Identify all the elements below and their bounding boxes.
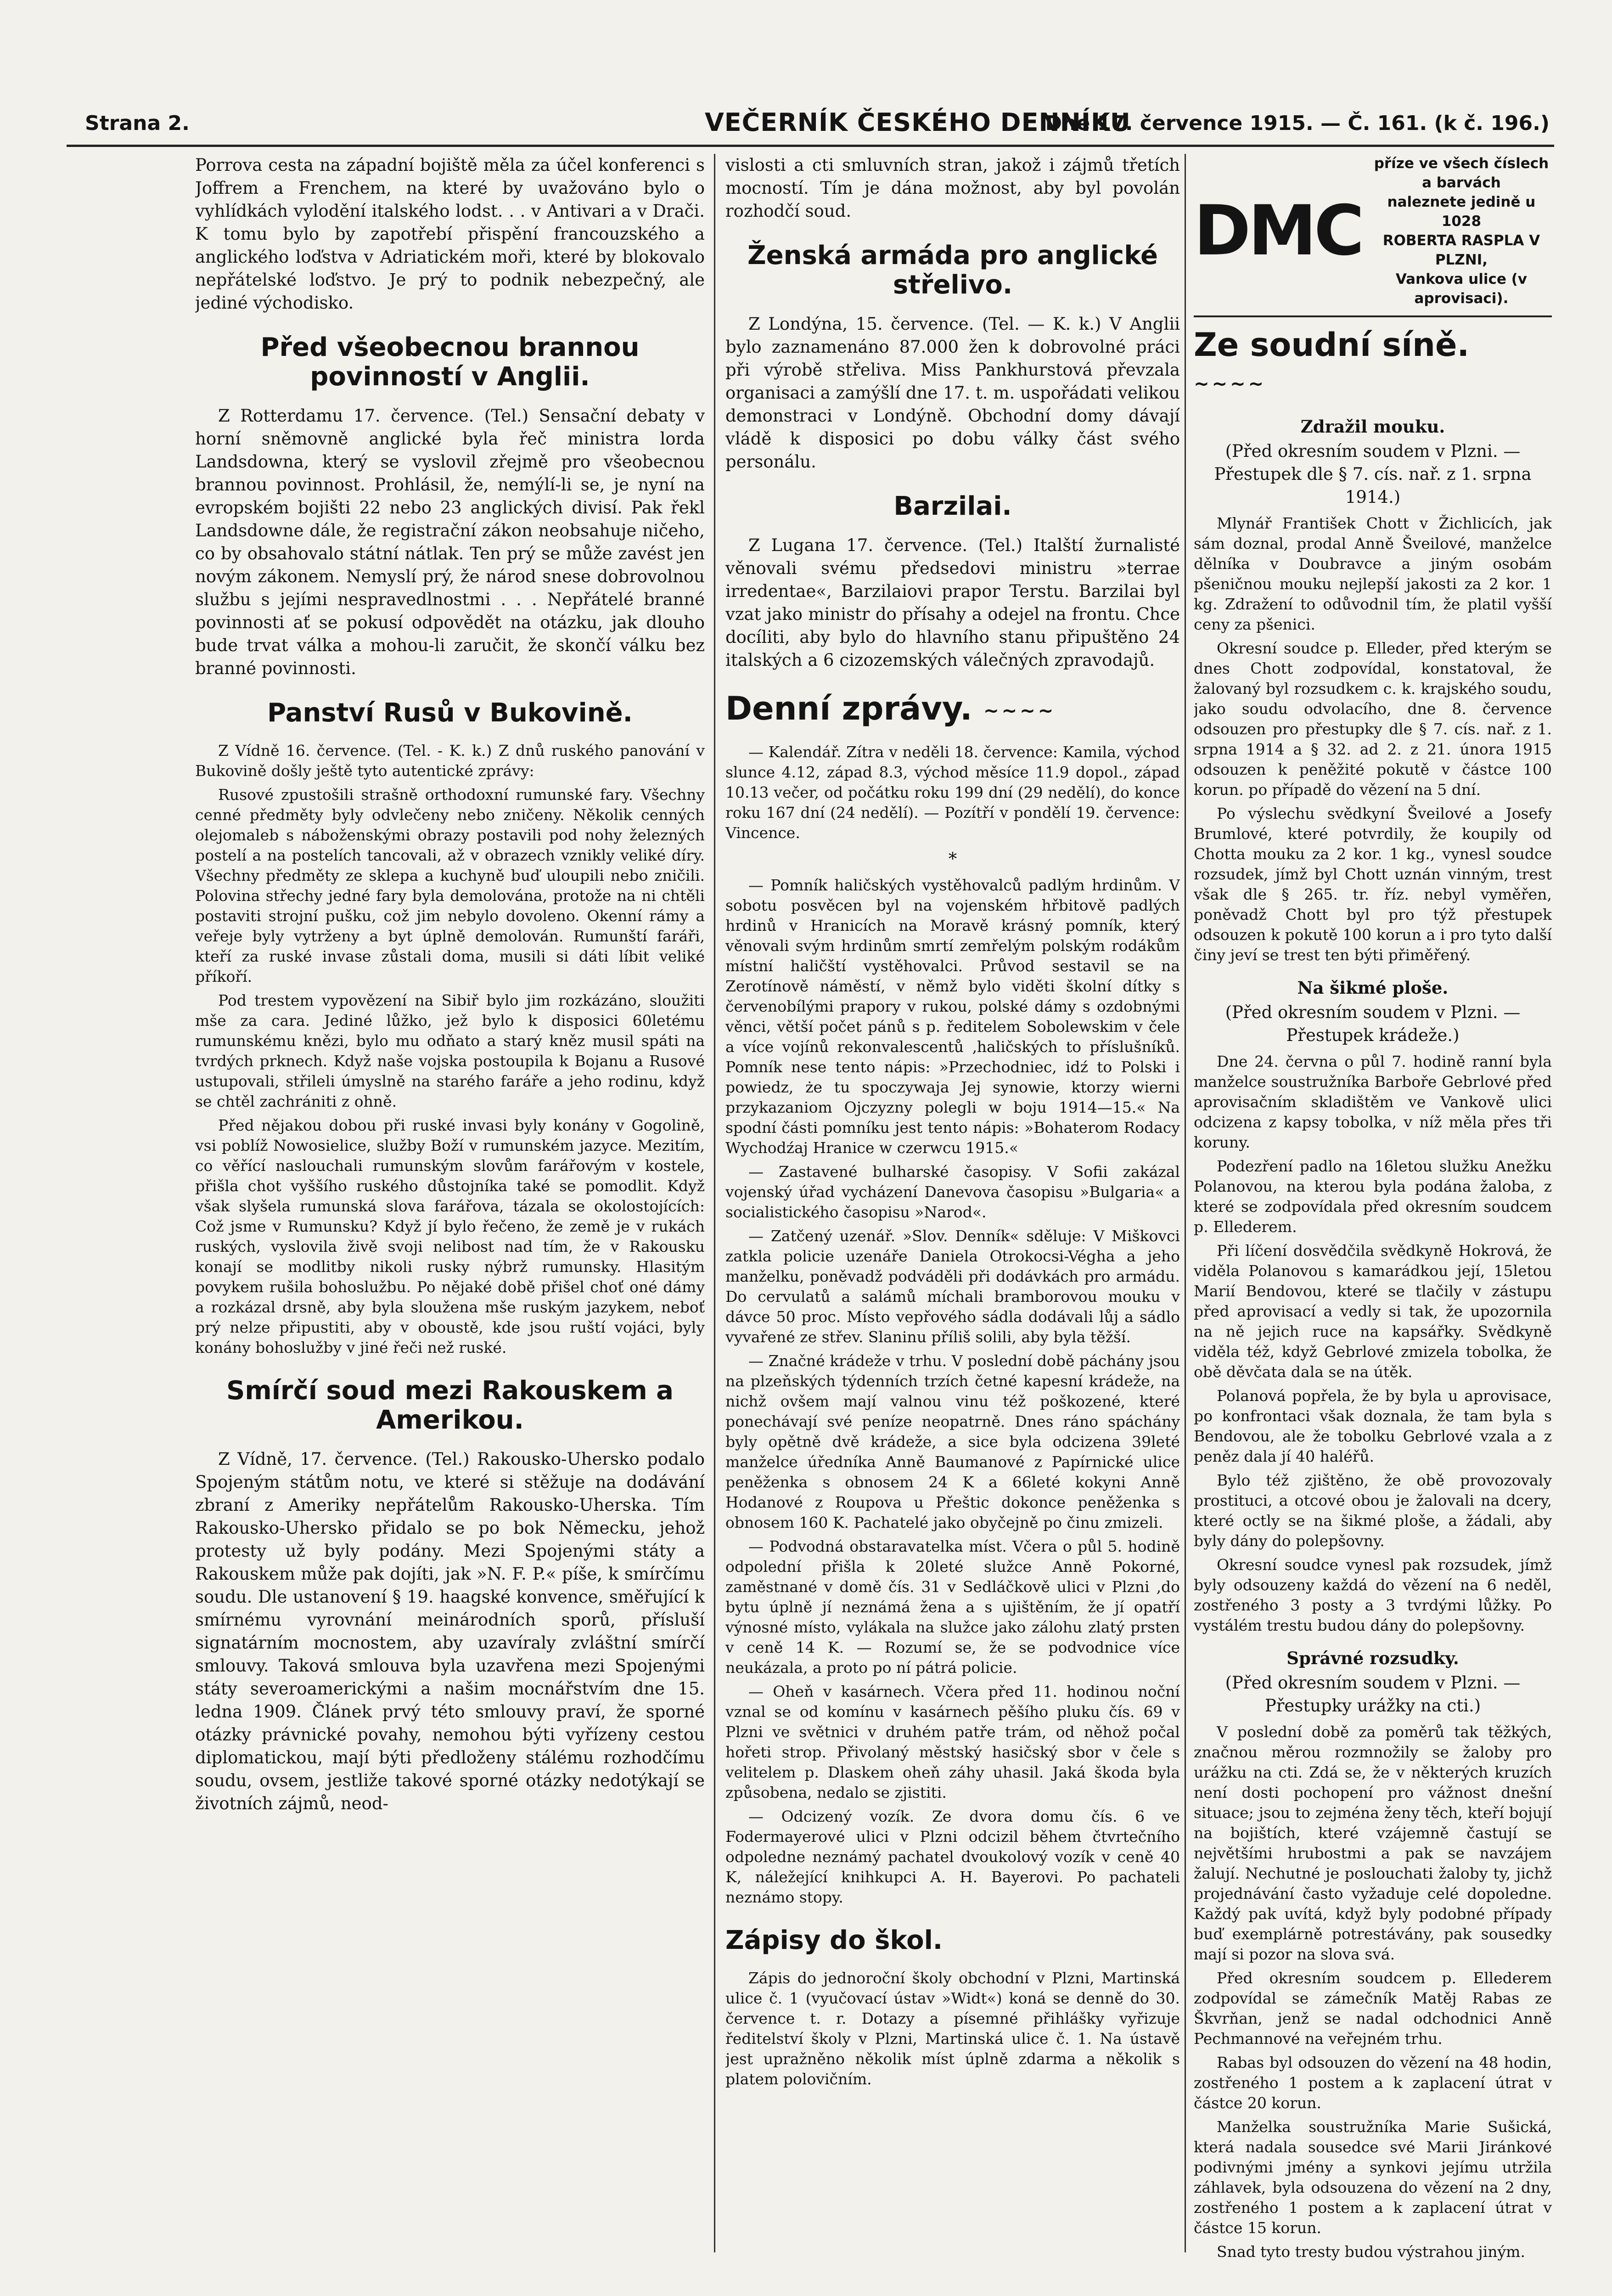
news-item-uzenar: — Zatčený uzenář. »Slov. Denník« sděluje: V Miškovci zatkla policie uzenáře Daniela Otrokocsi-Végha a jeho manželku, poněvadž podváděli při dodávkách pro armádu. Do cervulatů a salámů míchali bramborovou mouku v dávce 50 proc. Místo vepřového sádla dodávali lůj a sádlo vyvařené ze střev. Slaninu příliš solili, aby byla těžší. xyxy=(725,1227,1180,1346)
article-paragraph: Z Vídně, 17. července. (Tel.) Rakousko-Uhersko podalo Spojeným státům notu, ve které si stěžuje na dodávání zbraní z Ameriky nepřátelům Rakousko-Uherska. Tím Rakousko-Uhersko přidalo se po bok Německu, jehož protesty už byly podány. Mezi Spojenými státy a Rakouskem může pak dojíti, jak »N. F. P.« píše, k smírčímu soudu. Dle ustanovení § 19. haagské konvence, směřující k smírnému vyrovnání meinárodních sporů, přísluší signatárním mocnostem, aby uzavíraly zvláštní smírčí smlouvy. Taková smlouva byla uzavřena mezi Spojenými státy severoamerickými a našim mocnářstvím dne 15. ledna 1909. Článek prvý této smlouvy praví, že sporné otázky právnické povahy, nemohou býti vyřízeny cestou diplomatickou, mají býti předloženy stálému rozhodčímu soudu, ovsem, jestliže takové sporné otázky nedotýkají se životních zájmů, neod- xyxy=(195,1449,705,1813)
ad-line-text: naleznete jedině u xyxy=(1387,194,1536,210)
court-note: (Před okresním soudem v Plzni. — Přestupek krádeže.) xyxy=(1225,1002,1521,1045)
section-title: Denní zprávy. xyxy=(725,690,972,727)
column-1 xyxy=(195,154,705,2262)
page-header xyxy=(67,103,1554,147)
article-paragraph: Z Rotterdamu 17. července. (Tel.) Sensační debaty v horní sněmovně anglické byla řeč ministra lorda Landsdowna, který se vyslovil zřejmě pro všeobecnou brannou povinnost. Prohlásil, že, nemýlí-li se, je nyní na evropském bojišti 22 nebo 23 anglických divisí. Pak řekl Landsdowne dále, že registrační zákon neobsahuje ničeho, co by obsahovalo státní nátlak. Ten prý se může zavést jen novým zákonem. Nemyslí prý, že národ snese dobrovolnou službu s jejími nespravedlnostmi . . . Nepřátelé branné povinnosti ať se pokusí odpovědět na otázku, jak dlouho bude trvat válka a mohou-li zaručit, že skončí válku bez branné povinnosti. xyxy=(195,406,705,678)
column-2 xyxy=(725,154,1180,2262)
ad-line: příze ve všech číslech a barvách xyxy=(1374,155,1549,191)
dmc-ad-text xyxy=(1371,154,1552,308)
case-paragraph: Při líčení dosvědčila svědkyně Hokrová, že viděla Polanovou s kamarádkou její, 15letou Marií Bendovou, které se tlačily v zástupu před aprovisací a vedly si tak, že upozornila na ně jejich ruce na kapsářky. Svědkyně viděla též, když Gebrlové zmizela tobolka, že obě děvčata dala se na útěk. xyxy=(1194,1241,1552,1381)
news-item-zapis: Zápis do jednoroční školy obchodní v Plzni, Martinská ulice č. 1 (vyučovací ústav »Widt«) koná se denně do 30. července t. r. Dotazy a písemné přihlášky vyřizuje ředitelství školy v Plzni, Martinská ulice č. 1. Na ústavě jest upražněno několik míst úplně zdarma a několik s platem polovičním. xyxy=(725,1969,1180,2088)
news-item-casopisy: — Zastavené bulharské časopisy. V Sofii zakázal vojenský úřad vycházení Danevova časopisu »Bulgaria« a socialistického časopisu »Narod«. xyxy=(725,1162,1180,1221)
case-heading: Zdražil mouku. xyxy=(1300,416,1445,437)
case-paragraph: Dne 24. června o půl 7. hodině ranní byla manželce soustružníka Barboře Gebrlové před aprovisačním skladištěm ve Vankově ulici odcizena z kapsy tobolka, v níž měla přes tři koruny. xyxy=(1194,1052,1552,1151)
news-item-podvodna: — Podvodná obstaravatelka míst. Včera o půl 5. hodině odpolední přišla k 20leté služce Anně Pokorné, zaměstnané v domě čís. 31 v Sedláčkově ulici v Plzni ‚do bytu úplně jí neznámá žena a s ujištěním, že jí opatří výnosné místo, vylákala na služce jako zálohu zlatý prsten v ceně 14 K. — Rozumí se, že se podvodnice více neukázala, a proto po ní pátrá policie. xyxy=(725,1537,1180,1677)
article-heading-zenska-armada: Ženská armáda pro anglické střelivo. xyxy=(747,241,1158,300)
case-paragraph: Okresní soudce vynesl pak rozsudek, jímž byly odsouzeny každá do vězení na 6 neděl, zostřeného 3 posty a 3 tvrdými lůžky. Po vystálém trestu budou dány do polepšovny. xyxy=(1194,1555,1552,1634)
continued-paragraph: vislosti a cti smluvních stran, jakož i zájmů třetích mocností. Tím je dána možnost, aby byl povolán rozhodčí soud. xyxy=(725,155,1180,221)
case-paragraph: Manželka soustružníka Marie Sušická, která nadala sousedce své Marii Jiránkové podivnými jmény a synkovi jejímu utržila záhlavek, byla odsouzena do vězení na 2 dny, zostřeného 1 postem a k zaplacení útrat v částce 15 korun. xyxy=(1194,2117,1552,2237)
article-heading-smirci-soud: Smírčí soud mezi Rakouskem a Amerikou. xyxy=(226,1376,674,1435)
case-paragraph: Bylo též zjištěno, že obě provozovaly prostituci, a otcové obou je žalovali na dcery, které octly se na šikmé ploše, a žádali, aby byly dány do polepšovny. xyxy=(1194,1471,1552,1550)
page-number: Strana 2. xyxy=(85,112,190,135)
intro-paragraph: Porrova cesta na západní bojiště měla za účel konferenci s Joffrem a Frenchem, na které by uvažováno bylo o vyhlídkách vylodění italského lodst. . . v Antivari a v Drači. K tomu bylo by zapotřebí přispění francouzského a anglického loďstva v Adriatickém moři, které by blokovalo nepřátelské loďstvo. Je prý to podnik nebezpečný, ale jediné východisko. xyxy=(195,155,705,313)
article-heading-brannou-povinnost: Před všeobecnou brannou povinností v Anglii. xyxy=(260,332,640,392)
column-3 xyxy=(1194,154,1552,2262)
case-paragraph: Podezření padlo na 16letou služku Anežku Polanovou, na kterou byla podána žaloba, z které se zodpovídala před okresním soudcem p. Ellederem. xyxy=(1194,1157,1552,1236)
case-paragraph: Okresní soudce p. Elleder, před kterým se dnes Chott zodpovídal, konstatoval, že žalovaný byl rozsudkem c. k. krajského soudu, jako soudu odvolacího, dne 8. července odsouzen pro přestupky dle § 7. cís. nař. z 1. srpna 1914 a § 32. ad 2. z 21. února 1915 odsouzen k peněžité pokutě v částce 100 korun. po případě do vězení na 5 dní. xyxy=(1194,639,1552,799)
section-heading-soudni-sin xyxy=(1194,326,1552,402)
case-heading: Na šikmé ploše. xyxy=(1297,977,1449,998)
wave-ornament-icon: ∼∼∼∼ xyxy=(983,700,1056,721)
wave-ornament-icon: ∼∼∼∼ xyxy=(1194,373,1267,394)
section-heading-denni-zpravy xyxy=(725,690,1180,729)
article-paragraph: Z Vídně 16. července. (Tel. - K. k.) Z dnů ruského panování v Bukovině došly ještě tyto autentické zprávy: xyxy=(195,742,705,780)
case-paragraph: Polanová popřela, že by byla u aprovisace, po konfrontaci však doznala, že tam byla s Bendovou, ale že tobolku Gebrlové vzala a z peněz dala jí 40 haléřů. xyxy=(1194,1386,1552,1465)
court-note: (Před okresním soudem v Plzni. — Přestupek dle § 7. cís. nař. z 1. srpna 1914.) xyxy=(1214,441,1532,507)
case-paragraph: Snad tyto tresty budou výstrahou jiným. xyxy=(1217,2242,1525,2261)
dmc-advertisement xyxy=(1194,154,1552,317)
news-item-kradeze: — Značné krádeže v trhu. V poslední době páchány jsou na plzeňských týdenních trzích četné kapesní krádeže, na nichž ovšem mají valnou vinu též poškozené, které ponechávají své peníze neopatrně. Dnes ráno spáchány byly opětně dvě krádeže, a sice byla odcizena 39leté manželce úředníka Anně Baumanové z Papírnické ulice peněženka s obnosem 24 K a 66leté kokyni Anně Hodanové z Roupova u Přeštic dokonce peněženka s obnosem 160 K. Pachatelé jako obyčejně po činu zmizeli. xyxy=(725,1351,1180,1531)
news-item-kalendar: — Kalendář. Zítra v neděli 18. července: Kamila, východ slunce 4.12, západ 8.3, východ měsíce 11.9 dopol., západ 10.13 večer, od počátku roku 199 dní (29 nedělí), do konce roku 167 dní (24 nedělí). — Pozítří v pondělí 19. července: Vincence. xyxy=(725,743,1180,842)
case-paragraph: Po výslechu svědkyní Šveilové a Josefy Brumlové, které potvrdily, že koupily od Chotta mouku za 2 kor. 1 kg., vynesl soudce rozsudek, jímž byl Chott uznán vinným, trest však dle § 265. tr. říz. nebyl vyměřen, poněvadž Chott byl pro týž přestupek odsouzen k pokutě 100 korun a i pro tyto další činy jeví se trest ten býti přiměřený. xyxy=(1194,804,1552,964)
article-heading-barzilai: Barzilai. xyxy=(893,491,1012,521)
case-paragraph: V poslední době za poměrů tak těžkých, značnou měrou rozmnožily se žaloby pro urážku na cti. Zdá se, že v některých kruzích není dosti pochopení pro vážnost dnešní situace; jsou to zejména ženy těch, kteří bojují na bojištích, které vzájemně častují se největšími hrubostmi a pak se navzájem žalují. Nechutné je poslouchati žaloby ty, jichž projednávání často vyžaduje celé dopoledne. Každý pak uvítá, když byly podobné případy buď exemplárně potrestávány, pak sousedky mají si pozor na slova svá. xyxy=(1194,1722,1552,1963)
ad-line: ROBERTA RASPLA V PLZNI, xyxy=(1382,232,1540,268)
news-item-pomnik: — Pomník haličských vystěhovalců padlým hrdinům. V sobotu posvěcen byl na vojenském hřbitově padlých hrdinů v Hranicích na Moravě krásný pomník, který věnovali svým hrdinům smrtí zemřelým polským rodákům místní haličští vystěhovalci. Průvod sestavil se na Zerotínově náměstí, v němž bylo viděti školní dítky s červenobílými prapory v rukou, polské dámy s ozdobnými věnci, větší počet pánů s p. ředitelem Sobolewskim v čele a více vojínů rekonvalescentů ‚haličských to příslušníků. Pomník nese tento nápis: »Przechodniec, idź to Polski i powiedz, że tu spoczywaja Jej synowie, ktorzy wierni przykazaniom Ojczyzny polegli w boju 1914—15.« Na spodní části pomníku jest tento nápis: »Bohaterom Rodacy Wychodźaj Hranice w czerwcu 1915.« xyxy=(725,876,1180,1157)
case-heading: Správné rozsudky. xyxy=(1286,1648,1459,1668)
article-paragraph: Před nějakou dobou při ruské invasi byly konány v Gogolině, vsi poblíž Nowosielice, služby Boží v rumunském jazyce. Mezitím, co věřící naslouchali rumunským slovům farářovým v kostele, přišla chot vyššího ruského důstojníka také se pomodlit. Když však slyšela rumunská slova farářova, tázala se okolostojících: Což jsme v Rumunsku? Když jí bylo řečeno, že země je v rukách ruských, vyslovila živě svoji nelibost nad tím, že v Rakousku konají se modlitby nikoli rusky nýbrž rumunsky. Hlasitým povykem rušila bohoslužbu. Po nějaké době přišel choť oné dámy a rozkázal drsně, aby byla sloužena mše ruským jazykem, neboť prý nelze připustiti, aby v oboustě, kde jsou ruští vojáci, byly konány bohoslužby v jiné řeči než ruské. xyxy=(195,1116,705,1356)
issue-date: Dne 17. července 1915. — Č. 161. (k č. 196.) xyxy=(1045,112,1550,135)
article-heading-bukovina: Panství Rusů v Bukovině. xyxy=(267,698,633,728)
article-paragraph: Z Londýna, 15. července. (Tel. — K. k.) V Anglii bylo zaznamenáno 87.000 žen k dobrovolné práci při výrobě střeliva. Miss Pankhurstová převzala organisaci a zamýšlí dne 17. t. m. uspořádati velikou demonstraci v Londýně. Obchodní domy dávají vládě k disposici po dobu války část svého personálu. xyxy=(725,314,1180,472)
court-note: (Před okresním soudem v Plzni. — Přestupky urážky na cti.) xyxy=(1225,1672,1521,1716)
article-paragraph: Rusové zpustošili strašně orthodoxní rumunské fary. Všechny cenné předměty byly odvlečeny nebo zničeny. Několik cenných olejomaleb s náboženskými obrazy postavili pod nohy železných postelí a na postelích tancovali, až v obrazech vznikly veliké díry. Všechny předměty ze sklepa a kuchyně buď uloupili nebo zničili. Polovina střechy jedné fary byla demolována, protože na ni chtěli postaviti strojní pušku, což jim nebylo dovoleno. Okenní rámy a veřeje byly vytrženy a byt úplně demolován. Rumunští faráři, kteří za ruské invase zůstali doma, musili si dáti líbit veliké příkoří. xyxy=(195,786,705,985)
newspaper-page xyxy=(67,103,1554,2262)
ad-line: Vankova ulice (v aprovisaci). xyxy=(1395,271,1528,307)
newspaper-title: VEČERNÍK ČESKÉHO DENNÍKU xyxy=(705,108,1131,137)
news-item-vozik: — Odcizený vozík. Ze dvora domu čís. 6 ve Fodermayerové ulici v Plzni odcizil během čtvrtečního odpoledne neznámý pachatel dvoukolový vozík v ceně 40 K, náležející knihkupci A. H. Bayerovi. Po pachateli neznámo stopy. xyxy=(725,1807,1180,1906)
case-paragraph: Mlynář František Chott v Žichlicích, jak sám doznal, prodal Anně Šveilové, manželce dělníka v Doubravce a jiným osobám pšeničnou mouku nejlepší jakosti za 2 kor. 1 kg. Zdražení to odůvodnil tím, že platil vyšší ceny za pšenici. xyxy=(1194,514,1552,633)
section-title: Ze soudní síně. xyxy=(1194,326,1470,364)
ad-line xyxy=(1371,192,1552,231)
column-divider-1 xyxy=(714,154,715,2252)
dmc-logo: DMC xyxy=(1194,191,1362,271)
case-paragraph: Před okresním soudcem p. Ellederem zodpovídal se zámečník Matěj Rabas ze Škvrňan, jenž se nadal odchodnici Anně Pechmannové na veřejném trhu. xyxy=(1194,1969,1552,2048)
case-paragraph: Rabas byl odsouzen do vězení na 48 hodin, zostřeného 1 postem a k zaplacení útrat v částce 20 korun. xyxy=(1194,2053,1552,2112)
section-heading-zapisy: Zápisy do škol. xyxy=(725,1925,943,1955)
article-paragraph: Z Lugana 17. července. (Tel.) Italští žurnalisté věnovali svému předsedovi ministru »terrae irredentae«, Barzilaiovi prapor Terstu. Barzilai byl vzat jako ministr do přísahy a odejel na frontu. Chce docíliti, aby bylo do hlavního stanu připuštěno 24 italských a 6 cizozemských válečných zpravodajů. xyxy=(725,535,1180,670)
star-separator: * xyxy=(948,849,957,869)
column-divider-2 xyxy=(1185,154,1186,2252)
ad-phone: 1028 xyxy=(1441,213,1482,230)
article-paragraph: Pod trestem vypovězení na Sibiř bylo jim rozkázáno, sloužiti mše za cara. Jediné lůžko, jež bylo k disposici 60letému rumunskému knězi, bylo mu odňato a starý kněz musil spáti na tvrdých prknech. Když naše vojska postoupila k Bojanu a Rusové ustupovali, střileli úmyslně na starého faráře a jeho rodinu, když se chtěl zachrániti z ohně. xyxy=(195,991,705,1110)
news-item-ohen: — Oheň v kasárnech. Včera před 11. hodinou noční vznal se od komínu v kasárnech pěšího pluku čís. 69 v Plzni ve světnici v druhém patře trám, od něhož počal hořeti strop. Přivolaný městský hasičský sbor v čele s velitelem p. Dlaskem oheň záhy uhasil. Jaká škoda byla způsobena, nedalo se zjistiti. xyxy=(725,1682,1180,1801)
